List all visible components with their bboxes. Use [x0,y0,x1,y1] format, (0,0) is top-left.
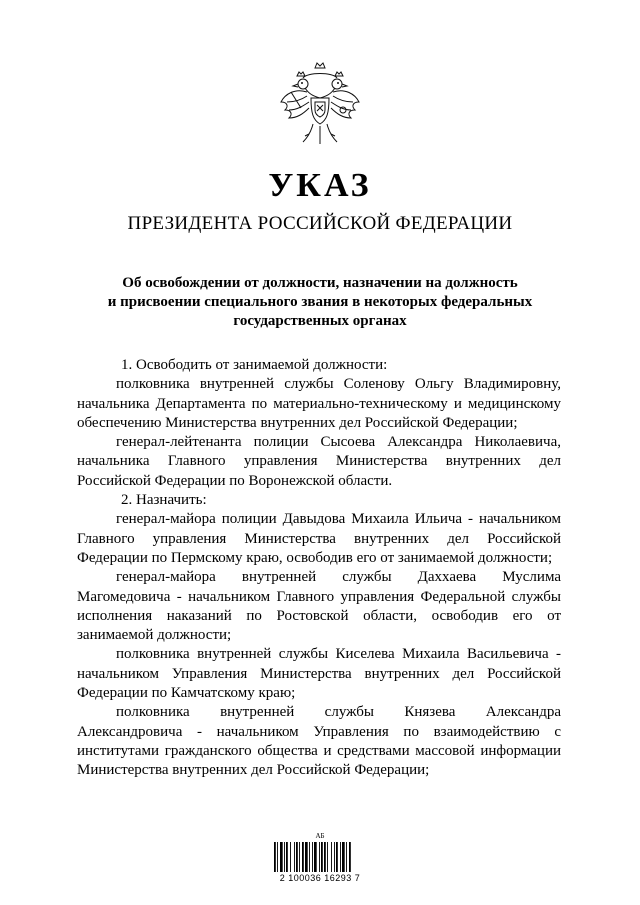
heading-line: и присвоении специального звания в некоторых федеральных [107,294,533,310]
body-paragraph: генерал-майора полиции Давыдова Михаила Ильича - начальником Главного управления Министерства внутренних дел Российской Федерации по Пермскому краю, освободив его от занимаемой должности; [77,511,561,566]
barcode-bar [299,842,300,872]
barcode-bar [336,842,338,872]
barcode-bar [312,842,313,872]
barcode-bar [314,842,317,872]
barcode-bar [284,842,285,872]
barcode-bar [302,842,304,872]
barcode-bar [319,842,320,872]
barcode-bar [349,842,351,872]
barcode-mark: АБ [315,832,325,840]
body-paragraph: генерал-лейтенанта полиции Сысоева Александра Николаевича, начальника Главного управления Министерства внутренних дел Российской Федерации по Воронежской области. [77,434,561,489]
barcode-bar [327,842,328,872]
document-subtitle: ПРЕЗИДЕНТА РОССИЙСКОЙ ФЕДЕРАЦИИ [127,213,513,234]
barcode-icon [274,842,366,872]
barcode-bar [334,842,335,872]
barcode-bar [286,842,288,872]
body-paragraph: 1. Освободить от занимаемой должности: [121,357,388,373]
body-paragraph: полковника внутренней службы Князева Александра Александровича - начальником Управления по взаимодействию с институтами гражданского общества и средствами массовой информации Министерства внутренних дел Российской Федерации; [77,704,561,779]
decree-body [77,356,561,781]
barcode-bar [294,842,295,872]
barcode-bar [324,842,326,872]
barcode-bar [277,842,278,872]
barcode-bar [346,842,347,872]
barcode-number: 2 100036 16293 7 [279,873,361,883]
barcode-bar [274,842,276,872]
heading-line: государственных органах [233,313,407,329]
barcode-bar [280,842,283,872]
heading-line: Об освобождении от должности, назначении на должность [122,275,518,291]
barcode-bar [340,842,341,872]
barcode-bar [290,842,291,872]
document-title: УКАЗ [268,167,372,204]
barcode-bar [305,842,308,872]
decree-heading [60,274,580,331]
barcode-block [270,832,370,892]
barcode-bar [331,842,332,872]
body-paragraph: 2. Назначить: [121,492,207,509]
barcode-bar [309,842,310,872]
barcode-bar [296,842,298,872]
body-paragraph: полковника внутренней службы Соленову Ольгу Владимировну, начальника Департамента по материально-техническому и медицинскому обеспечению Министерства внутренних дел Российской Федерации; [77,376,561,431]
barcode-bar [321,842,323,872]
body-paragraph: полковника внутренней службы Киселева Михаила Васильевича - начальником Управления Министерства внутренних дел Российской Федерации по Камчатскому краю; [77,646,561,702]
barcode-bar [342,842,345,872]
double-headed-eagle-icon [277,58,363,150]
state-emblem [277,58,363,150]
body-paragraph: генерал-майора внутренней службы Даххаева Муслима Магомедовича - начальником Главного управления Федеральной службы исполнения наказаний по Ростовской области, освободив его от занимаемой должности; [77,569,561,644]
